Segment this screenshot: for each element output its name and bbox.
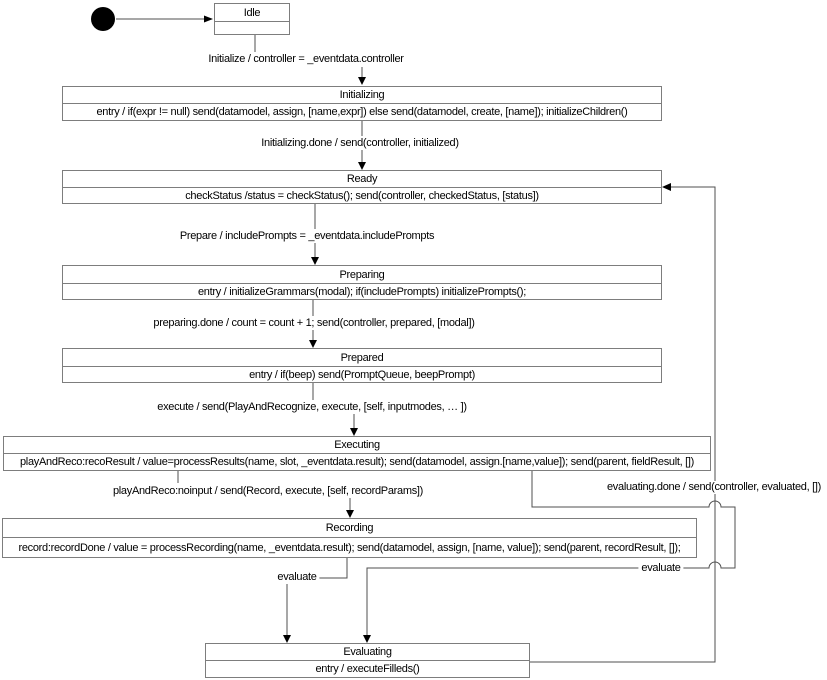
state-body: record:recordDone / value = processRecording(name, _eventdata.result); send(datamodel, assign, [name, value]); send(parent, recordResult, []); <box>18 541 681 554</box>
arrowhead-into-preparing <box>311 257 319 265</box>
state-initializing <box>62 86 662 121</box>
arrowhead-into-ready-top <box>358 162 366 170</box>
state-idle <box>214 3 290 35</box>
arrowhead-into-ready-right <box>662 183 671 191</box>
line-evaluating-to-ready <box>530 187 715 662</box>
state-title: Recording <box>3 519 696 538</box>
state-body <box>215 22 289 34</box>
state-body: checkStatus /status = checkStatus(); send(controller, checkedStatus, [status]) <box>185 189 539 202</box>
state-executing <box>3 436 711 471</box>
arrowhead-into-executing <box>350 428 358 436</box>
transition-label-prepare: Prepare / includePrompts = _eventdata.includePrompts <box>177 230 437 243</box>
state-body: entry / if(beep) send(PromptQueue, beepPrompt) <box>249 368 475 381</box>
state-title: Evaluating <box>206 644 529 661</box>
state-recording <box>2 518 697 558</box>
state-title: Prepared <box>63 349 661 367</box>
transition-label-evaluate-left: evaluate <box>274 571 319 584</box>
state-ready <box>62 170 662 204</box>
state-title: Executing <box>4 437 710 454</box>
arrowhead-into-recording <box>346 510 354 518</box>
state-title: Idle <box>215 4 289 22</box>
line-recording-to-evaluating <box>287 558 347 635</box>
arrowhead-into-initializing <box>358 77 366 85</box>
state-body: entry / initializeGrammars(modal); if(includePrompts) initializePrompts(); <box>197 285 527 298</box>
transition-label-initialize: Initialize / controller = _eventdata.controller <box>205 53 406 66</box>
state-title: Initializing <box>63 87 661 104</box>
arrowhead-into-evaluating-left <box>283 635 291 643</box>
transition-label-playandreco-noinput: playAndReco:noinput / send(Record, execute, [self, recordParams]) <box>110 485 426 498</box>
transition-label-execute: execute / send(PlayAndRecognize, execute, [self, inputmodes, … ]) <box>154 401 469 414</box>
state-preparing <box>62 265 662 300</box>
state-prepared <box>62 348 662 383</box>
transition-label-evaluate-right: evaluate <box>638 562 683 575</box>
transition-label-initializing-done: Initializing.done / send(controller, initialized) <box>258 137 461 150</box>
state-body: entry / if(expr != null) send(datamodel, assign, [name,expr]) else send(datamodel, create, [name]); initializeChildren() <box>96 106 628 118</box>
arrowhead-into-idle <box>204 16 213 23</box>
state-body: entry / executeFilleds() <box>315 663 420 675</box>
transition-label-evaluating-done: evaluating.done / send(controller, evaluated, []) <box>604 481 824 494</box>
state-title: Ready <box>63 171 661 188</box>
transition-label-preparing-done: preparing.done / count = count + 1; send(controller, prepared, [modal]) <box>150 317 477 330</box>
state-evaluating <box>205 643 530 678</box>
state-title: Preparing <box>63 266 661 284</box>
state-body: playAndReco:recoResult / value=processResults(name, slot, _eventdata.result); send(datamodel, assign.[name,value]); send(parent, fieldResult, []) <box>19 456 694 468</box>
arrowhead-into-prepared <box>309 340 317 348</box>
initial-state-icon <box>91 7 115 31</box>
arrowhead-into-evaluating-right <box>363 635 371 643</box>
